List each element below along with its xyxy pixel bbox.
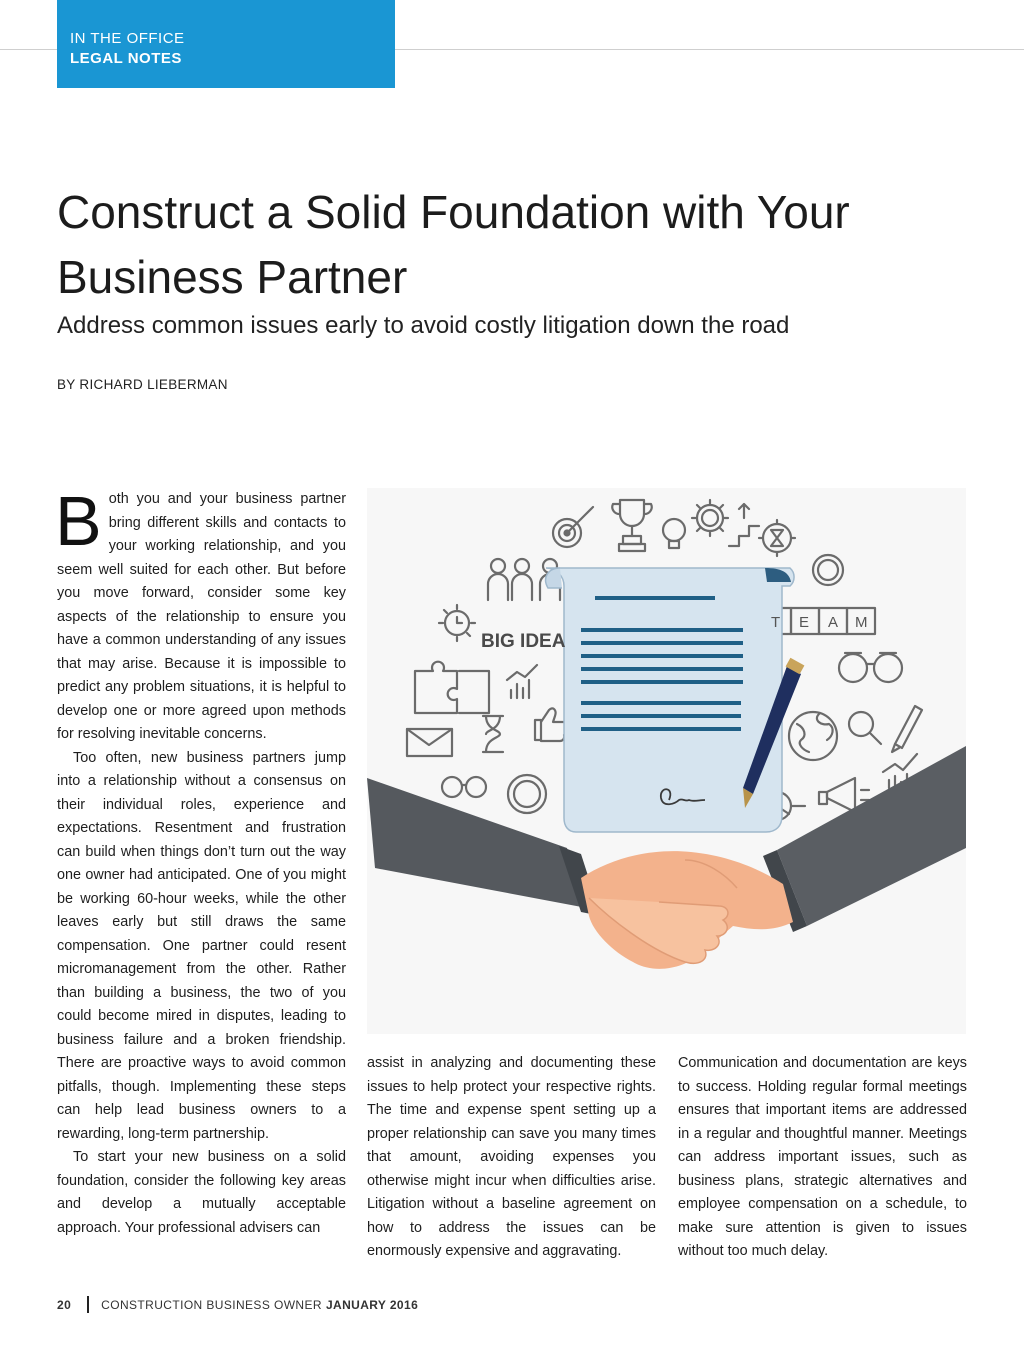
envelope-icon xyxy=(407,729,452,756)
binoculars-icon xyxy=(839,653,902,682)
article-byline: BY RICHARD LIEBERMAN xyxy=(57,377,228,392)
dollar-coin-icon xyxy=(508,775,546,813)
team-letter: A xyxy=(828,614,839,631)
paragraph-text: oth you and your business partner bring different skills and contacts to your working relationship, and you seem well suited for each other. But before you move forward, consider some key aspects of the relationship to ensure you have a common understanding of any issues that may arise. Because it is impossible to predict any problem situations, it is helpful to develop one or more agreed upon methods for resolving inevitable concerns. xyxy=(57,491,346,742)
article-headline: Construct a Solid Foundation with Your Business Partner xyxy=(57,186,850,303)
gear-clock-icon xyxy=(439,605,475,641)
paragraph: To start your new business on a solid foundation, consider the following key areas and develop a mutually acceptable approach. Your professional advisers can xyxy=(57,1149,346,1236)
growth-arrow-icon xyxy=(729,504,759,546)
handshake-illustration xyxy=(367,488,966,1034)
trophy-icon xyxy=(612,500,651,551)
handshake-hands xyxy=(581,851,793,969)
pencil-icon xyxy=(892,706,922,752)
contract-document xyxy=(546,568,794,832)
right-sleeve xyxy=(763,746,966,932)
page-footer xyxy=(57,1296,418,1313)
issue-date: JANUARY 2016 xyxy=(325,1298,419,1312)
footer-divider xyxy=(87,1296,89,1313)
text-column-3 xyxy=(678,1052,967,1264)
team-letter: T xyxy=(771,614,781,631)
text-column-1 xyxy=(55,482,346,1240)
globe-icon xyxy=(789,712,837,760)
magnifier-icon xyxy=(849,712,881,744)
paragraph: assist in analyzing and documenting these issues to help protect your respective rights. The time and expense spent setting up a proper relationship can save you many times that amount, avoiding expenses you otherwise might incur when difficulties arise. Litigation without a baseline agreement on how to address the issues can be enormously expensive and aggravating. xyxy=(367,1055,656,1259)
magazine-name: CONSTRUCTION BUSINESS OWNER xyxy=(101,1298,322,1312)
dollar-gear-icon xyxy=(692,500,728,536)
dollar-coin-icon xyxy=(813,555,843,585)
thumbs-up-icon xyxy=(535,708,567,741)
binoculars-icon xyxy=(442,777,486,797)
team-letter: M xyxy=(855,614,868,631)
paragraph xyxy=(55,482,346,747)
drop-cap: B xyxy=(55,482,102,560)
section-label: IN THE OFFICE xyxy=(70,30,185,47)
page-number: 20 xyxy=(57,1298,72,1312)
bar-chart-icon xyxy=(507,665,537,698)
article-deck: Address common issues early to avoid costly litigation down the road xyxy=(57,312,790,339)
team-letter: E xyxy=(799,614,810,631)
target-icon xyxy=(553,507,593,547)
big-idea-label: BIG IDEA xyxy=(481,631,566,652)
text-column-2 xyxy=(367,1052,656,1264)
paragraph: Communication and documentation are keys to success. Holding regular formal meetings ensures that important items are addressed in a regular and thoughtful manner. Meetings can address important issues, such as business plans, strategic alternatives and employee compensation on a schedule, to make sure attention is given to issues without too much delay. xyxy=(678,1055,967,1259)
puzzle-icon xyxy=(415,662,489,713)
section-tag xyxy=(57,0,395,88)
lightbulb-icon xyxy=(663,519,685,548)
hourglass-icon xyxy=(483,716,503,752)
paragraph: Too often, new business partners jump into a relationship without a consensus on their individual roles, experience and expectations. Resentment and frustration can build when things don’t turn out the way one owner had anticipated. One of you might be working 60-hour weeks, while the other leaves early but still draws the same compensation. One partner could resent micromanagement from the other. Rather than building a business, the two of you could become mired in disputes, leading to business failure and a broken friendship. There are proactive ways to avoid common pitfalls, though. Implementing these steps can help lead business owners to a rewarding, long-term partnership. xyxy=(57,749,346,1142)
section-sublabel: LEGAL NOTES xyxy=(70,50,182,67)
hourglass-gear-icon xyxy=(759,520,795,556)
